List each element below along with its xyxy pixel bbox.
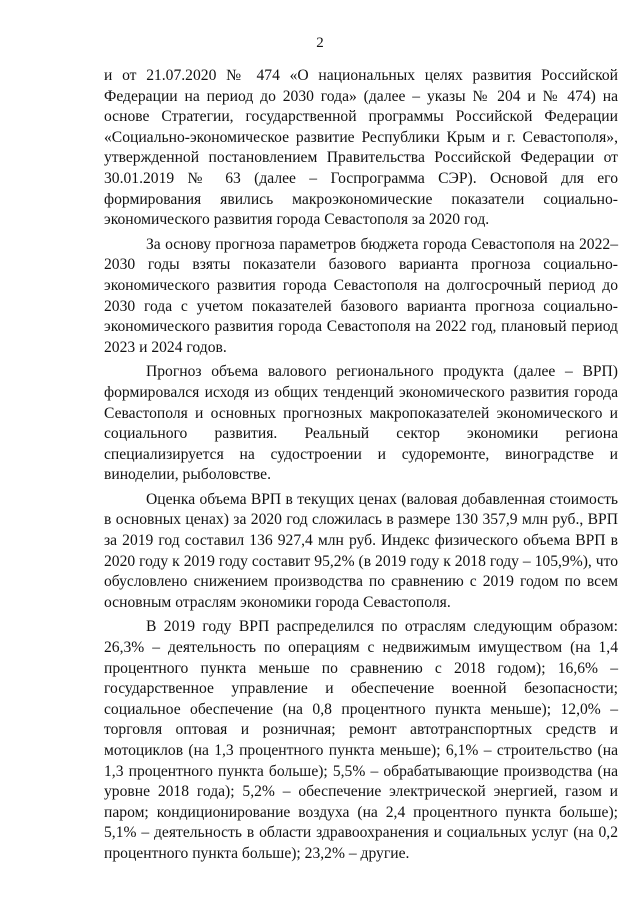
paragraph-1: и от 21.07.2020 № 474 «О национальных целях развития Российской Федерации на период до 2030 года» (далее – указы № 204 и № 474) на основе Стратегии, государственной программы Российской Федерации «Социально-экономическое развитие Республики Крым и г. Севастополя», утвержденной постановлением Правительства Российской Федерации от 30.01.2019 № 63 (далее – Госпрограмма СЭР). Основой для его формирования явились макроэкономические показатели социально-экономического развития города Севастополя за 2020 год. [104,67,618,229]
paragraph-3: Прогноз объема валового регионального продукта (далее – ВРП) формировался исходя из общих тенденций экономического развития города Севастополя и основных прогнозных макропоказателей экономического и социального развития. Реальный сектор экономики региона специализируется на судостроении и судоремонте, виноградстве и виноделии, рыболовстве. [104,363,618,484]
document-body [104,66,618,865]
paragraph-4: Оценка объема ВРП в текущих ценах (валовая добавленная стоимость в основных ценах) за 2020 год сложилась в размере 130 357,9 млн руб., ВРП за 2019 год составил 136 927,4 млн руб. Индекс физического объема ВРП в 2020 году к 2019 году составит 95,2% (в 2019 году к 2018 году – 105,9%), что обусловлено снижением производства по сравнению с 2019 годом по всем основным отраслям экономики города Севастополя. [104,490,618,611]
paragraph-2: За основу прогноза параметров бюджета города Севастополя на 2022–2030 годы взяты показатели базового варианта прогноза социально-экономического развития города Севастополя на долгосрочный период до 2030 года с учетом показателей базового варианта прогноза социально-экономического развития города Севастополя на 2022 год, плановый период 2023 и 2024 годов. [104,235,618,356]
paragraph-5: В 2019 году ВРП распределился по отраслям следующим образом: 26,3% – деятельность по операциям с недвижимым имуществом (на 1,4 процентного пункта меньше по сравнению с 2018 годом); 16,6% – государственное управление и обеспечение военной безопасности; социальное обеспечение (на 0,8 процентного пункта меньше); 12,0% – торговля оптовая и розничная; ремонт автотранспортных средств и мотоциклов (на 1,3 процентного пункта меньше); 6,1% – строительство (на 1,3 процентного пункта больше); 5,5% – обрабатывающие производства (на уровне 2018 года); 5,2% – обеспечение электрической энергией, газом и паром; кондиционирование воздуха (на 2,4 процентного пункта больше); 5,1% – деятельность в области здравоохранения и социальных услуг (на 0,2 процентного пункта больше); 23,2% – другие. [104,618,618,862]
page-number: 2 [316,35,324,51]
